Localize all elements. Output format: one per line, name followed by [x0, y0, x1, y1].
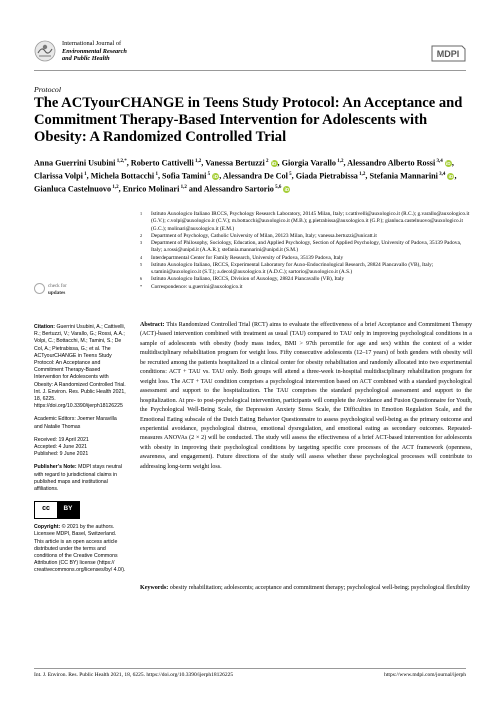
affiliation-text: Istituto Auxologico Italiano IRCCS, Psychology Research Laboratory, 20145 Milan, Italy; r.cattivelli@auxologico.it (R.C.); g.varallo@auxologico.it (G.V.); c.volpi@auxologico.it (C.V.); m.bottacchi@auxologico.it (M.B.); g.pietrabissa@auxologico.it (G.P.); gianluca.castelnuovo@auxologico.it (G.C.); molinari@auxologico.it (E.M.) [151, 211, 470, 232]
author-affiliation-sup: 3,4 [435, 159, 443, 164]
affiliation-item [140, 233, 472, 240]
author-affiliation-sup: 1 [154, 171, 158, 177]
abstract-label: Abstract: [140, 322, 165, 328]
author-affiliation-sup: 1,2 [193, 159, 202, 164]
journal-name-line3: and Public Health [62, 55, 110, 63]
article-type: Protocol [34, 85, 61, 94]
affiliation-text: Istituto Auxologico Italiano, IRCCS, Experimental Laboratory for Auxo-Endocrinological Research, 28824 Piancavallo (VB), Italy; s.tamini@auxologico.it (S.T.); a.decol@auxologico.it (A.D.C.); sartorio@auxologico.it (A.S.) [151, 261, 434, 275]
citation-block [34, 324, 126, 410]
affiliation-number: 1 [140, 211, 143, 216]
author-list: Anna Guerrini Usubini $^{1,2,*}$, Roberto Cattivelli $^{1,2}$, Vanessa Bertuzzi $^2$ iD, Giorgia Varallo $^{1,2}$, Alessandro Alberto Rossi $^{3,4}$ iD, Clarissa Volpi $^1$, Michela Bottacchi $^1$, Sofia Tamini $^5$ iD, Alessandra De Col $^5$, Giada Pietrabissa $^{1,2}$, Stefania Mannarini $^{3,4}$ iD, Gianluca Castelnuovo $^{1,2}$, Enrico Molinari $^{1,2}$ and Alessandro Sartorio $^{5,6}$ iD [34, 158, 457, 194]
author-name: Alessandra De Col [222, 171, 288, 181]
affiliation-number: 3 [140, 240, 143, 245]
check-for-updates-button[interactable] [34, 283, 74, 315]
affiliation-item [140, 276, 472, 283]
author-affiliation-sup: 5 [206, 171, 211, 177]
affiliation-item [140, 284, 472, 291]
article-title: The ACTyourCHANGE in Teens Study Protocol: An Acceptance and Commitment Therapy-Based Intervention for Adolescents with Obesity: A Randomized Controlled Trial [34, 95, 463, 146]
copyright-text: © 2021 by the authors. Licensee MDPI, Basel, Switzerland. This article is an open access article distributed under the terms and conditions of the Creative Commons Attribution (CC BY) license (https:// creativecommons.org/licenses/by/ 4.0/). [34, 524, 126, 574]
author-affiliation-sup: 1,2 [111, 184, 119, 190]
orcid-icon[interactable]: iD [284, 187, 290, 193]
author-affiliation-sup: 5,6 [273, 184, 282, 190]
svg-text:MDPI: MDPI [436, 49, 460, 59]
author-name: Vanessa Bertuzzi [205, 158, 265, 168]
author-name: Giorgia Varallo [281, 158, 336, 168]
abstract [140, 321, 472, 472]
affiliation-number: 6 [140, 276, 143, 282]
publisher-note [34, 464, 126, 493]
affiliation-item [140, 262, 472, 277]
cc-icon: cc [35, 502, 57, 518]
academic-editors: Academic Editors: Joemer Maravilla and Natalie Thomas [34, 416, 117, 430]
orcid-icon[interactable]: iD [448, 174, 454, 180]
author-name: Gianluca Castelnuovo [34, 184, 112, 194]
keywords-text: obesity rehabilitation; adolescents; acceptance and commitment therapy; psychological well-being; psychological flexibility [169, 585, 470, 591]
affiliation-number: 4 [140, 254, 143, 260]
author-name: Sofia Tamini [162, 171, 207, 181]
author-name: Clarissa Volpi [34, 171, 83, 181]
copyright-label: Copyright: [34, 524, 61, 531]
orcid-icon[interactable]: iD [446, 161, 451, 167]
citation-text: Guerrini Usubini, A.; Cattivelli, R.; Bertuzzi, V.; Varallo, G.; Rossi, A.A.; Volpi, C.; Bottacchi, M.; Tamini, S.; De Col, A.; Pietrabissa, G.; et al. The ACTyourCHANGE in Teens Study Protocol: An Acceptance and Commitment Therapy-Based Intervention for Adolescents with Obesity: A Randomized Controlled Trial. Int. J. Environ. Res. Public Health 2021, 18, 6225. https://doi.org/10.3390/ijerph18126225 [34, 324, 126, 410]
publisher-note-text: MDPI stays neutral with regard to jurisdictional claims in published maps and institutional affiliations. [34, 464, 122, 493]
author-affiliation-sup: 1,2 [179, 184, 187, 190]
published-date: Published: 9 June 2021 [34, 451, 89, 458]
affiliation-text: Istituto Auxologico Italiano, IRCCS, Division of Auxology, 28824 Piancavallo (VB), Italy [151, 276, 345, 283]
mdpi-logo [430, 45, 466, 62]
affiliation-number: 5 [140, 261, 143, 267]
keywords-label: Keywords: [140, 585, 169, 591]
affiliation-item [140, 240, 472, 255]
received-date: Received: 19 April 2021 [34, 436, 89, 443]
affiliation-text: Department of Philosophy, Sociology, Education, and Applied Psychology, Section of Applied Psychology, University of Padova, 35139 Padova, Italy; a.rossi@unipd.it (A.A.R.); stefania.mannarini@unipd.it (S.M.) [151, 240, 462, 254]
affiliation-text: Department of Psychology, Catholic University of Milan, 20123 Milan, Italy; vanessa.bertuzzi@unicatt.it [151, 232, 377, 239]
author-affiliation-sup: 3,4 [437, 171, 446, 177]
footer-divider [34, 668, 466, 669]
author-affiliation-sup: 1,2,* [115, 159, 127, 164]
check-updates-line1: check for [48, 284, 67, 289]
author-name: Michela Bottacchi [90, 171, 155, 181]
footer-journal-link[interactable]: https://www.mdpi.com/journal/ijerph [384, 672, 466, 678]
header-divider [34, 70, 466, 71]
affiliation-text: Correspondence: u.guerrini@auxologico.it [151, 283, 243, 290]
journal-name [62, 40, 127, 63]
author-affiliation-sup: 2 [264, 159, 269, 164]
orcid-icon[interactable]: iD [213, 174, 219, 180]
accepted-date: Accepted: 4 June 2021 [34, 444, 88, 451]
affiliation-number: 2 [140, 232, 143, 238]
citation-label: Citation: [34, 324, 56, 330]
affiliation-item [140, 255, 472, 262]
affiliation-list [140, 211, 472, 291]
journal-name-line2: Environmental Research [62, 47, 127, 55]
footer-citation: Int. J. Environ. Res. Public Health 2021, 18, 6225. https://doi.org/10.3390/ijerph18126225 [34, 672, 234, 678]
journal-logo-icon [34, 40, 56, 62]
author-name: Giada Pietrabissa [295, 171, 358, 181]
cc-by-license-badge[interactable] [34, 501, 80, 519]
author-affiliation-sup: 1 [82, 171, 87, 177]
check-updates-icon [34, 283, 45, 294]
author-affiliation-sup: 5 [287, 171, 292, 177]
author-affiliation-sup: 1,2 [336, 159, 344, 164]
orcid-icon[interactable]: iD [271, 161, 277, 167]
article-sidebar [34, 324, 126, 575]
author-name: Anna Guerrini Usubini [34, 158, 116, 168]
abstract-text: This Randomized Controlled Trial (RCT) aims to evaluate the effectiveness of a brief Acceptance and Commitment Therapy (ACT)-based intervention combined with treatment as usual (TAU) compared to TAU only in improving psychological conditions in a sample of adolescents with obesity (body mass index, BMI > 97th percentile for age and sex) within the context of a wider multidisciplinary rehabilitation program for weight loss. Fifty consecutive adolescents (12–17 years) of both genders with obesity will be recruited among the patients hospitalized in a clinical center for obesity rehabilitation and randomly allocated into two experimental conditions: ACT + TAU vs. TAU only. Both groups will attend a three-week in-hospital multidisciplinary rehabilitation program for weight loss. The ACT + TAU condition comprises a psychological intervention based on ACT combined with a standard psychological assessment and support to the hospitalization. The TAU comprises the standard psychological assessment and support to the hospitalization. At pre- to post-psychological intervention, participants will complete the Avoidance and Fusion Questionnaire for Youth, the Psychological Well-Being Scale, the Depression Anxiety Stress Scale, the Difficulties in Emotion Regulation Scale, and the Emotional Eating subscale of the Dutch Eating Behavior Questionnaire to assess psychological well-being as the primary outcome and experiential avoidance, psychological distress, emotional dysregulation, and emotional eating as secondary outcomes. Repeated-measures ANOVAs (2 × 2) will be conducted. The study will assess the effectiveness of a brief ACT-based intervention for adolescents with obesity in improving their psychological conditions by targeting specific core processes of the ACT framework (openness, awareness, and engagement). Future directions of the study will assess whether these psychological processes will contribute to addressing long-term weight loss. [140, 322, 472, 470]
check-updates-line2: updates [48, 290, 66, 296]
author-name: Alessandro Sartorio [203, 184, 274, 194]
publisher-note-label: Publisher’s Note: [34, 464, 77, 471]
author-name: Roberto Cattivelli [130, 158, 194, 168]
author-affiliation-sup: 1,2 [357, 171, 366, 177]
affiliation-text: Interdepartmental Center for Family Research, University of Padova, 35139 Padova, Italy [151, 254, 344, 261]
keywords [140, 584, 472, 593]
copyright-block [34, 524, 126, 574]
author-name: Stefania Mannarini [369, 171, 438, 181]
author-name: Alessandro Alberto Rossi [347, 158, 436, 168]
affiliation-number: * [140, 283, 143, 289]
by-icon: BY [57, 502, 79, 518]
author-name: Enrico Molinari [122, 184, 180, 194]
affiliation-item [140, 211, 472, 233]
journal-name-line1: International Journal of [62, 40, 122, 47]
